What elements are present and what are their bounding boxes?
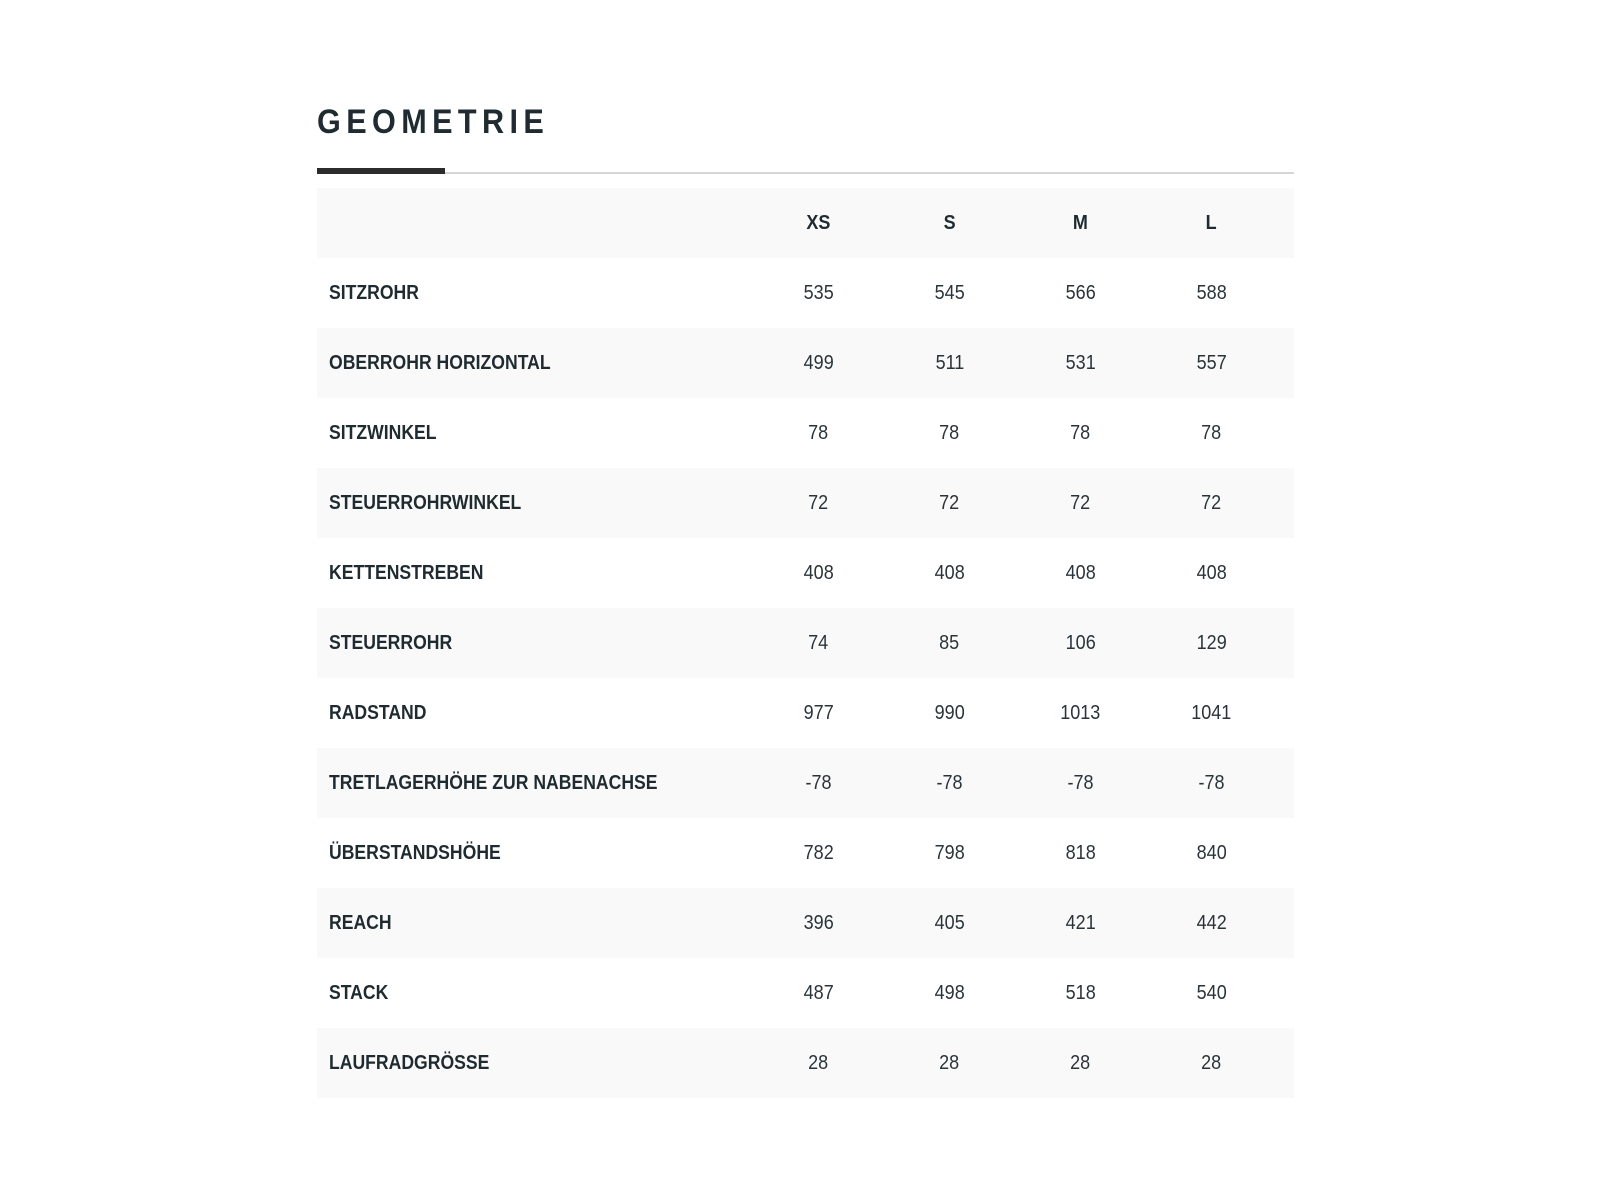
table-row <box>317 538 1294 608</box>
row-value: 531 <box>1065 351 1096 374</box>
row-value: 72 <box>1070 491 1091 514</box>
table-row <box>317 468 1294 538</box>
row-value: 1013 <box>1060 701 1101 724</box>
table-row <box>317 958 1294 1028</box>
geometry-section <box>317 96 1294 1098</box>
divider-line <box>317 172 1294 174</box>
row-value: 442 <box>1196 911 1227 934</box>
table-header-row <box>317 188 1294 258</box>
row-value: 72 <box>808 491 829 514</box>
row-label: LAUFRADGRÖSSE <box>329 1051 490 1074</box>
row-value: 28 <box>1201 1051 1222 1074</box>
row-value: 396 <box>803 911 834 934</box>
row-value: 990 <box>934 701 965 724</box>
table-row <box>317 328 1294 398</box>
row-value: 588 <box>1196 281 1227 304</box>
title-divider <box>317 168 1294 174</box>
divider-accent-bar <box>317 168 445 174</box>
row-value: 511 <box>935 351 964 374</box>
row-value: 1041 <box>1191 701 1232 724</box>
row-value: 840 <box>1196 841 1227 864</box>
row-label: REACH <box>329 911 392 934</box>
row-value: -78 <box>805 771 832 794</box>
size-header-m: M <box>1072 211 1088 234</box>
row-value: 545 <box>934 281 965 304</box>
table-end-cell <box>1277 188 1294 258</box>
row-label: RADSTAND <box>329 701 427 724</box>
row-value: 540 <box>1196 981 1227 1004</box>
row-value: 408 <box>1196 561 1227 584</box>
size-header-l: L <box>1206 211 1217 234</box>
row-value: 72 <box>939 491 960 514</box>
row-value: 106 <box>1065 631 1096 654</box>
row-value: 977 <box>803 701 834 724</box>
row-label: KETTENSTREBEN <box>329 561 484 584</box>
row-value: 535 <box>803 281 834 304</box>
row-value: 518 <box>1065 981 1096 1004</box>
row-value: 28 <box>808 1051 829 1074</box>
row-value: 85 <box>939 631 960 654</box>
row-value: 408 <box>803 561 834 584</box>
table-row <box>317 258 1294 328</box>
row-value: 421 <box>1065 911 1096 934</box>
row-label: SITZWINKEL <box>329 421 437 444</box>
row-value: 408 <box>934 561 965 584</box>
row-value: 78 <box>1070 421 1091 444</box>
geometry-table <box>317 188 1294 1098</box>
row-value: 487 <box>803 981 834 1004</box>
row-label: TRETLAGERHÖHE ZUR NABENACHSE <box>329 771 658 794</box>
row-label: ÜBERSTANDSHÖHE <box>329 841 501 864</box>
row-value: 28 <box>1070 1051 1091 1074</box>
table-row <box>317 678 1294 748</box>
row-value: 405 <box>934 911 965 934</box>
row-value: -78 <box>1198 771 1225 794</box>
row-value: 28 <box>939 1051 960 1074</box>
table-corner-cell <box>317 188 753 258</box>
table-row <box>317 748 1294 818</box>
section-title: GEOMETRIE <box>317 103 550 141</box>
row-value: 78 <box>939 421 960 444</box>
row-value: 78 <box>1201 421 1222 444</box>
row-value: 782 <box>803 841 834 864</box>
table-row <box>317 1028 1294 1098</box>
row-value: -78 <box>936 771 963 794</box>
table-row <box>317 398 1294 468</box>
row-value: 498 <box>934 981 965 1004</box>
row-value: 408 <box>1065 561 1096 584</box>
row-value: 818 <box>1065 841 1096 864</box>
row-label: OBERROHR HORIZONTAL <box>329 351 551 374</box>
row-value: 557 <box>1196 351 1227 374</box>
row-value: 499 <box>803 351 834 374</box>
row-label: STEUERROHRWINKEL <box>329 491 522 514</box>
row-value: 78 <box>808 421 829 444</box>
size-header-xs: XS <box>806 211 831 234</box>
row-value: 129 <box>1196 631 1227 654</box>
row-value: -78 <box>1067 771 1094 794</box>
row-label: SITZROHR <box>329 281 419 304</box>
row-label: STACK <box>329 981 389 1004</box>
table-row <box>317 888 1294 958</box>
row-value: 798 <box>934 841 965 864</box>
table-row <box>317 818 1294 888</box>
size-header-s: S <box>943 211 956 234</box>
table-row <box>317 608 1294 678</box>
row-value: 72 <box>1201 491 1222 514</box>
row-value: 566 <box>1065 281 1096 304</box>
row-value: 74 <box>808 631 829 654</box>
row-label: STEUERROHR <box>329 631 453 654</box>
